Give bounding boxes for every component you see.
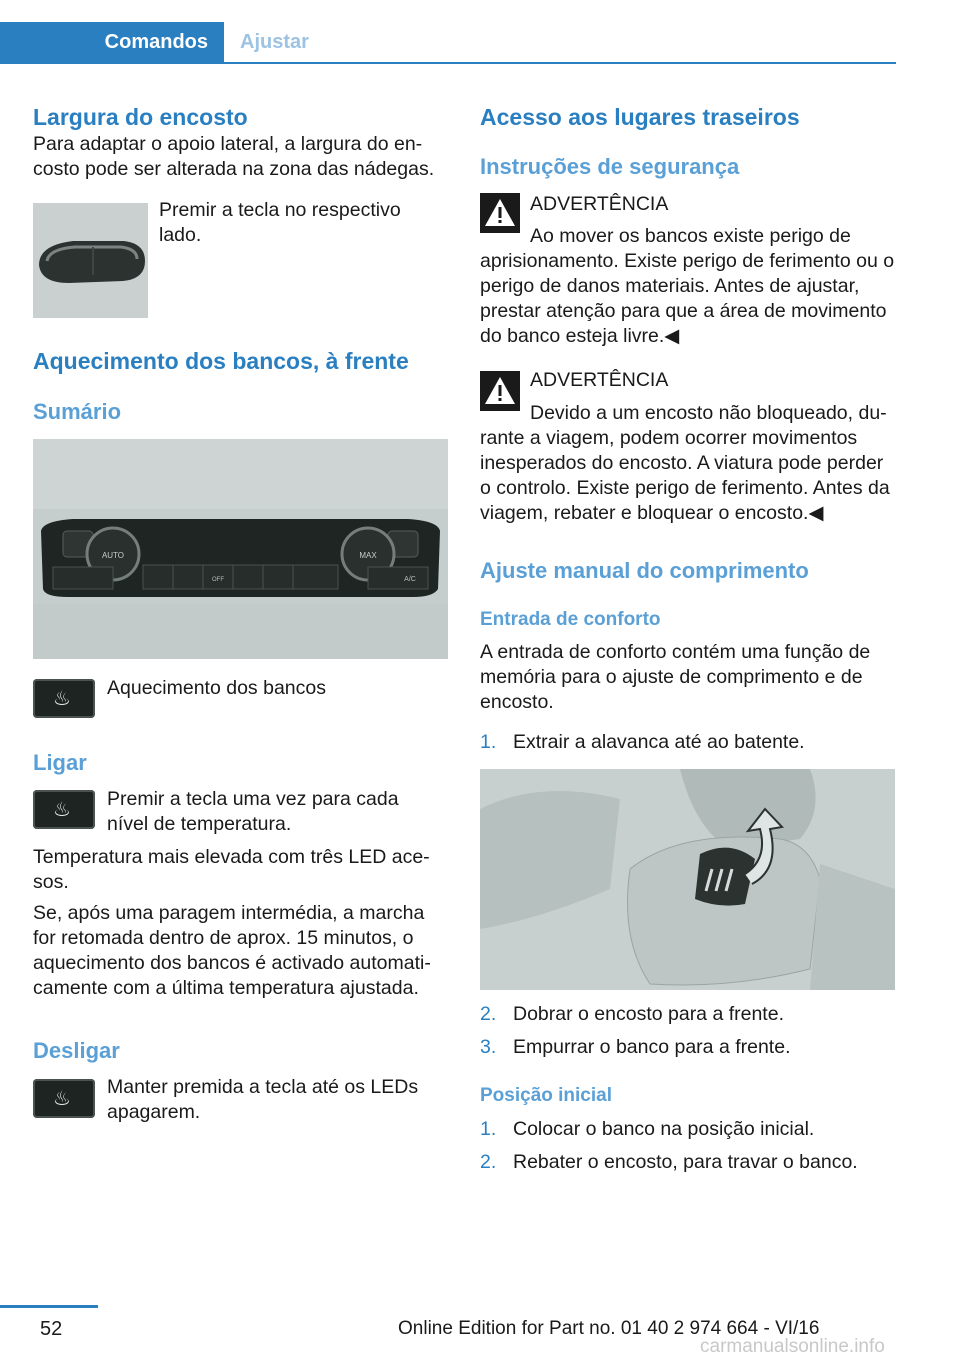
heading-largura-encosto: Largura do encosto bbox=[33, 104, 248, 130]
heading-ajuste-manual: Ajuste manual do comprimento bbox=[480, 558, 809, 583]
step-text: Empurrar o banco para a frente. bbox=[513, 1036, 791, 1058]
step-number: 2. bbox=[480, 1003, 497, 1025]
step-text: Extrair a alavanca até ao batente. bbox=[513, 731, 805, 753]
step-number: 1. bbox=[480, 731, 497, 753]
seat-heating-on-button-icon bbox=[33, 790, 95, 829]
warning-1-text: Ao mover os bancos existe perigo de aprisionamento. Existe perigo de ferimento ou o perigo de danos materiais. Antes de ajustar, prestar atenção para que a área de movimento do banco esteja livre.◀ bbox=[480, 225, 895, 347]
seat-heat-icon: ♨ bbox=[53, 1086, 71, 1110]
step-number: 1. bbox=[480, 1118, 497, 1140]
entrada-conforto-text: A entrada de conforto contém uma função de memória para o ajuste de comprimento e de encosto. bbox=[480, 641, 871, 713]
seat-heat-icon: ♨ bbox=[53, 797, 71, 821]
step-text: Dobrar o encosto para a frente. bbox=[513, 1003, 784, 1025]
backrest-width-button-image bbox=[33, 203, 148, 318]
ligar-caption: Premir a tecla uma vez para cada nível de temperatura. bbox=[107, 788, 399, 835]
panel-max-label: MAX bbox=[359, 551, 377, 560]
heading-entrada-conforto: Entrada de conforto bbox=[480, 609, 661, 630]
panel-ac-label: A/C bbox=[404, 576, 416, 583]
step-text: Colocar o banco na posição inicial. bbox=[513, 1118, 815, 1140]
warning-2-text: Devido a um encosto não bloqueado, du-rante a viagem, podem ocorrer movimentos inesperados do encosto. A viatura pode perder o controlo. Existe perigo de ferimento. Antes da viagem, rebater e bloquear o encosto.◀ bbox=[480, 402, 890, 524]
watermark: carmanualsonline.info bbox=[700, 1336, 885, 1357]
ligar-paragraph-2: Se, após uma paragem intermédia, a marcha for retomada dentro de aprox. 15 minutos, o aquecimento dos bancos é activado automati-camente com a última temperatura ajustada. bbox=[33, 902, 431, 999]
panel-auto-label: AUTO bbox=[101, 551, 125, 560]
warning-1-label: ADVERTÊNCIA bbox=[530, 193, 669, 215]
step-number: 3. bbox=[480, 1036, 497, 1058]
heading-acesso-lugares: Acesso aos lugares traseiros bbox=[480, 104, 800, 130]
largura-image-caption: Premir a tecla no respectivo lado. bbox=[159, 199, 401, 246]
tab-comandos[interactable]: Comandos bbox=[0, 22, 224, 62]
page-number: 52 bbox=[40, 1318, 63, 1340]
climate-control-panel-image bbox=[33, 439, 448, 659]
footer-accent-line bbox=[0, 1305, 98, 1308]
heading-ligar: Ligar bbox=[33, 750, 87, 775]
seat-heat-icon: ♨ bbox=[53, 686, 71, 710]
tab-ajustar[interactable]: Ajustar bbox=[240, 30, 309, 53]
heading-instrucoes-seguranca: Instruções de segurança bbox=[480, 154, 740, 179]
seat-lever-graphic bbox=[480, 769, 895, 990]
heading-aquecimento-bancos: Aquecimento dos bancos, à frente bbox=[33, 348, 409, 374]
ligar-paragraph-1: Temperatura mais elevada com três LED ace-sos. bbox=[33, 846, 430, 893]
backrest-width-button-graphic bbox=[33, 203, 148, 318]
largura-text-line1: Para adaptar o apoio lateral, a largura do en‐ bbox=[33, 133, 423, 155]
section-tabs bbox=[0, 22, 896, 64]
step-number: 2. bbox=[480, 1151, 497, 1173]
aquecimento-icon-caption: Aquecimento dos bancos bbox=[107, 677, 326, 699]
panel-off-label: OFF bbox=[212, 577, 224, 583]
seat-heating-button-icon bbox=[33, 679, 95, 718]
warning-2-label: ADVERTÊNCIA bbox=[530, 369, 669, 391]
climate-panel-graphic bbox=[33, 439, 448, 659]
seat-heating-off-button-icon bbox=[33, 1079, 95, 1118]
seat-lever-image bbox=[480, 769, 895, 990]
edition-note: Online Edition for Part no. 01 40 2 974 664 - VI/16 bbox=[398, 1318, 820, 1339]
heading-desligar: Desligar bbox=[33, 1038, 120, 1063]
largura-text-line2: costo pode ser alterada na zona das nádegas. bbox=[33, 158, 435, 180]
step-text: Rebater o encosto, para travar o banco. bbox=[513, 1151, 858, 1173]
left-column bbox=[33, 102, 448, 182]
heading-sumario: Sumário bbox=[33, 399, 122, 424]
desligar-caption: Manter premida a tecla até os LEDs apagarem. bbox=[107, 1076, 419, 1123]
heading-posicao-inicial: Posição inicial bbox=[480, 1085, 612, 1106]
